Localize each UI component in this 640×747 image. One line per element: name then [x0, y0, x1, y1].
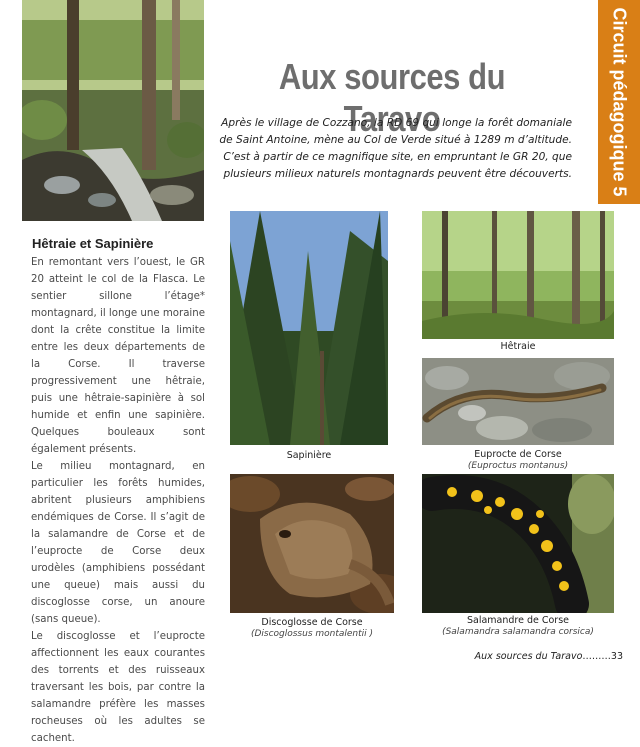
euprocte-caption: [422, 449, 614, 471]
page-number: 33: [610, 651, 623, 662]
sapiniere-caption: [230, 450, 388, 461]
discoglosse-caption-text: Discoglosse de Corse: [261, 617, 363, 628]
article-paragraph: Le milieu montagnard, en particulier les forêts humides, abritent plusieurs amphibiens endémiques de Corse. Il s’agit de la salamandre de Corse et de l’euprocte de Corse deux urodèles (amphibiens possédant une queue) mais aussi du discoglosse corse, un anoure (sans queue).: [31, 461, 205, 625]
salamandre-caption-text: Salamandre de Corse: [466, 615, 570, 626]
salamandre-caption: [422, 615, 614, 637]
euprocte-scientific-name: (Euproctus montanus): [467, 461, 569, 471]
footer-leader: ………: [582, 651, 611, 662]
intro-paragraph: Après le village de Cozzano, la RD 69 qui longe la forêt domaniale de Saint Antoine, mène au Col de Verde situé à 1289 m d’altitude. C’est à partir de ce magnifique site, en empruntant le GR 20, que plusieurs milieux naturels montagnards peuvent être découverts.: [219, 117, 572, 180]
article-body: [31, 254, 205, 747]
page-footer: [475, 651, 623, 662]
section-heading: Hêtraie et Sapinière: [32, 236, 154, 251]
discoglosse-caption: [230, 617, 394, 639]
euprocte-caption-text: Euprocte de Corse: [474, 449, 562, 460]
hetraie-caption: [422, 341, 614, 352]
article-paragraph: En remontant vers l’ouest, le GR 20 atteint le col de la Flasca. Le sentier sillone l’étage* montagnard, il longe une moraine dont la crête constitue la limite entre les deux départements de la Corse. Il traverse progressivement une hêtraie, puis une hêtraie-sapinière à sol humide et enfin une sapinière. Quelques bouleaux sont également présents.: [31, 257, 205, 455]
hetraie-caption-text: Hêtraie: [500, 341, 536, 352]
discoglosse-scientific-name: (Discoglossus montalentii ): [250, 629, 374, 639]
euprocte-photo: [422, 358, 614, 445]
sapiniere-photo: [230, 211, 388, 445]
discoglosse-photo: [230, 474, 394, 613]
circuit-tab-label: Circuit pédagogique 5: [609, 7, 630, 197]
hetraie-photo: [422, 211, 614, 339]
sapiniere-caption-text: Sapinière: [286, 450, 332, 461]
article-paragraph: Le discoglosse et l’euprocte affectionnent les eaux courantes des torrents et des ruisseaux traversant les bois, par contre la salamandre préfère les masses rocheuses où les adultes se cachent.: [31, 631, 205, 744]
salamandre-photo: [422, 474, 614, 613]
page-title: Aux sources du Taravo: [278, 56, 506, 139]
forest-stream-photo: [22, 0, 204, 221]
salamandre-scientific-name: (Salamandra salamandra corsica): [442, 627, 594, 637]
footer-title: Aux sources du Taravo: [474, 651, 583, 662]
